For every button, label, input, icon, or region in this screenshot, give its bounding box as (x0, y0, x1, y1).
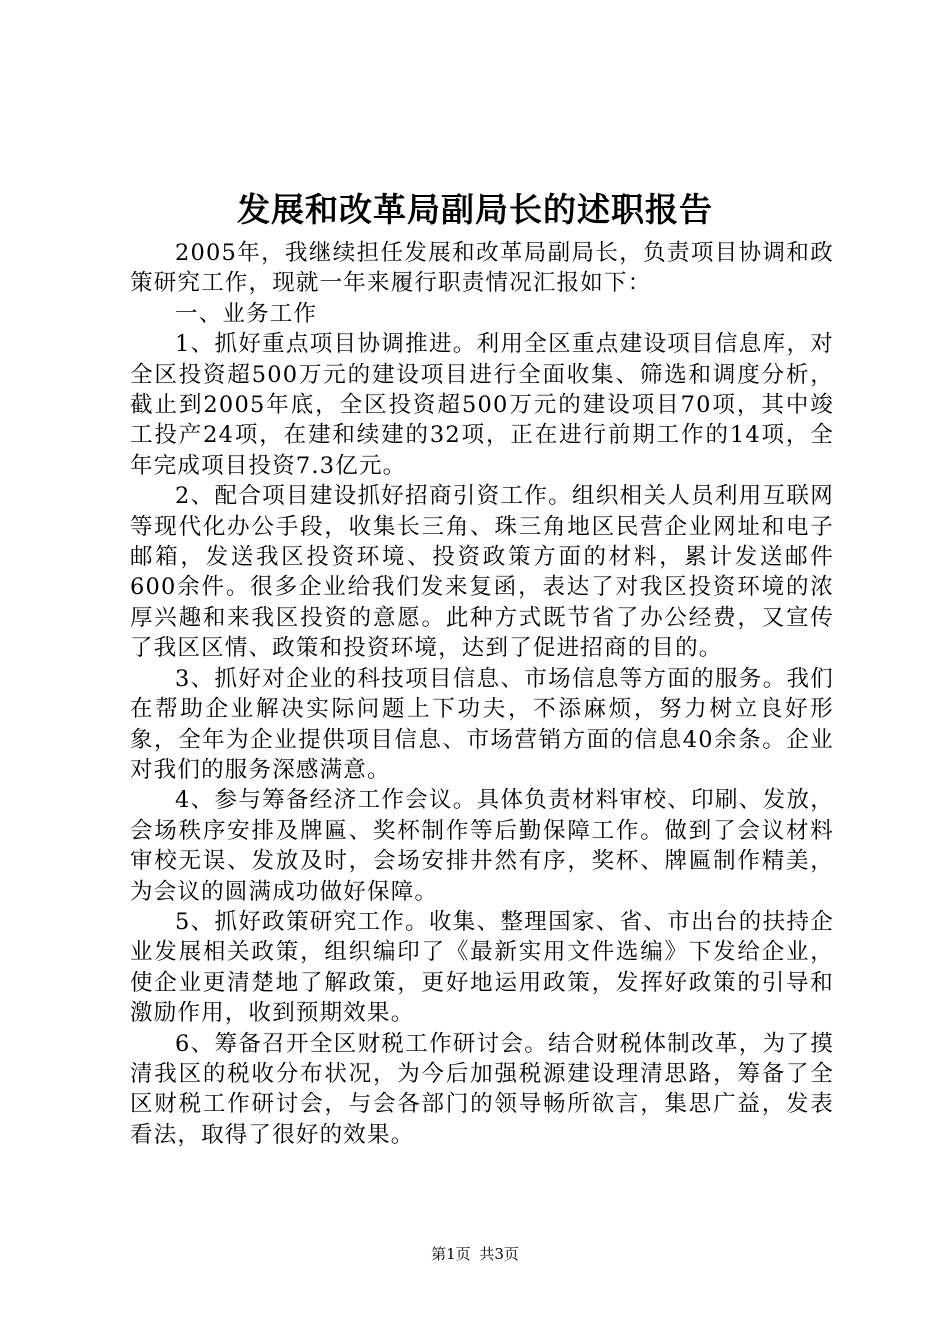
paragraph-item-4: 4、参与筹备经济工作会议。具体负责材料审校、印刷、发放，会场秩序安排及牌匾、奖杯制作等后勤保障工作。做到了会议材料审校无误、发放及时，会场安排井然有序，奖杯、牌匾制作精美，为会议的圆满成功做好保障。 (130, 787, 834, 905)
paragraph-item-6: 6、筹备召开全区财税工作研讨会。结合财税体制改革，为了摸清我区的税收分布状况，为今后加强税源建设理清思路，筹备了全区财税工作研讨会，与会各部门的领导畅所欲言，集思广益，发表看法，取得了很好的效果。 (130, 1030, 834, 1148)
paragraph-item-2: 2、配合项目建设抓好招商引资工作。组织相关人员利用互联网等现代化办公手段，收集长三角、珠三角地区民营企业网址和电子邮箱，发送我区投资环境、投资政策方面的材料，累计发送邮件600余件。很多企业给我们发来复函，表达了对我区投资环境的浓厚兴趣和来我区投资的意愿。此种方式既节省了办公经费，又宣传了我区区情、政策和投资环境，达到了促进招商的目的。 (130, 483, 834, 662)
paragraph-item-1: 1、抓好重点项目协调推进。利用全区重点建设项目信息库，对全区投资超500万元的建设项目进行全面收集、筛选和调度分析，截止到2005年底，全区投资超500万元的建设项目70项，其中竣工投产24项，在建和续建的32项，正在进行前期工作的14项，全年完成项目投资7.3亿元。 (130, 331, 834, 479)
page-total: 共3页 (479, 1245, 519, 1263)
paragraph-item-5: 5、抓好政策研究工作。收集、整理国家、省、市出台的扶持企业发展相关政策，组织编印了《最新实用文件选编》下发给企业，使企业更清楚地了解政策，更好地运用政策，发挥好政策的引导和激励作用，收到预期效果。 (130, 908, 834, 1027)
section-heading: 一、业务工作 (175, 300, 318, 327)
intro-paragraph: 2005年，我继续担任发展和改革局副局长，负责项目协调和政策研究工作，现就一年来履行职责情况汇报如下： (130, 240, 834, 297)
document-body (130, 238, 834, 1150)
page-footer (0, 1244, 950, 1264)
page-number: 第1页 (431, 1245, 471, 1263)
paragraph-item-3: 3、抓好对企业的科技项目信息、市场信息等方面的服务。我们在帮助企业解决实际问题上下功夫，不添麻烦，努力树立良好形象，全年为企业提供项目信息、市场营销方面的信息40余条。企业对我们的服务深感满意。 (130, 665, 834, 783)
document-title: 发展和改革局副局长的述职报告 (237, 190, 713, 229)
